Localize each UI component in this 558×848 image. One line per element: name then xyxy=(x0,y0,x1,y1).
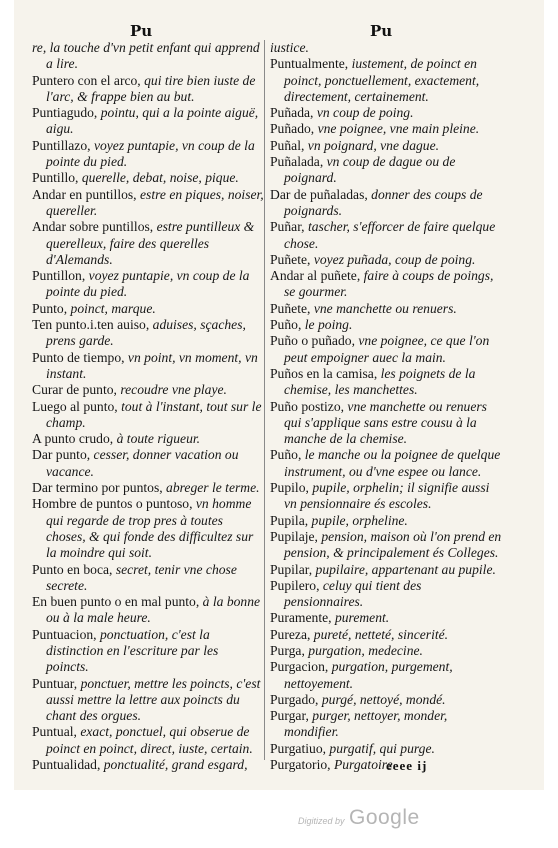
dictionary-entry xyxy=(32,219,264,268)
entry-headword: Purgar, xyxy=(270,708,309,724)
entry-definition: ponctuation, c'est la distinction en l'escriture par les poincts. xyxy=(46,626,219,675)
entry-headword: Puntualmente, xyxy=(270,56,349,72)
entry-definition: secret, tenir vne chose secrete. xyxy=(46,561,237,593)
entry-headword: Purga, xyxy=(270,642,305,658)
entry-headword: Puño, xyxy=(270,447,302,463)
dictionary-entry xyxy=(270,562,502,578)
entry-definition: purement. xyxy=(334,610,390,626)
dictionary-entry xyxy=(270,333,502,366)
entry-headword: Puntillo, xyxy=(32,170,79,186)
dictionary-entry xyxy=(270,317,502,333)
entry-definition: cesser, donner vacation ou vacance. xyxy=(46,447,239,479)
entry-headword: Puntillon, xyxy=(32,268,86,284)
dictionary-entry xyxy=(270,692,502,708)
entry-headword: Puntuacion, xyxy=(32,626,97,642)
entry-headword: Punto, xyxy=(32,300,68,316)
dictionary-entry xyxy=(270,708,502,741)
entry-headword: Puñado, xyxy=(270,121,315,137)
entry-definition: iustice. xyxy=(270,40,309,55)
entry-definition: tout à l'instant, tout sur le champ. xyxy=(46,398,262,430)
entry-headword: Puñal, xyxy=(270,137,305,153)
dictionary-entry xyxy=(32,562,264,595)
entry-headword: Dar termino por puntos, xyxy=(32,480,163,496)
dictionary-entry xyxy=(32,170,264,186)
dictionary-entry xyxy=(32,676,264,725)
dictionary-entry xyxy=(32,350,264,383)
dictionary-entry xyxy=(270,105,502,121)
entry-headword: Puntuar, xyxy=(32,675,78,691)
entry-definition: ponctualité, grand esgard, xyxy=(103,757,248,773)
dictionary-entry xyxy=(270,40,502,56)
entry-headword: Puñalada, xyxy=(270,154,324,170)
dictionary-entry xyxy=(270,741,502,757)
dictionary-entry xyxy=(32,431,264,447)
entry-headword: Purgatiuo, xyxy=(270,740,327,756)
entry-definition: vne poignee, ce que l'on peut empoigner auec la main. xyxy=(284,333,490,365)
dictionary-entry xyxy=(270,610,502,626)
entry-definition: poinct, marque. xyxy=(70,300,156,316)
entry-definition: à la bonne ou à la male heure. xyxy=(46,594,261,626)
dictionary-entry xyxy=(270,252,502,268)
entry-definition: le manche ou la poignee de quelque instrument, ou d'vne espee ou lance. xyxy=(284,447,501,479)
entry-definition: les poignets de la chemise, les manchettes. xyxy=(284,365,476,398)
entry-definition: re, la touche d'vn petit enfant qui apprend a lire. xyxy=(32,40,260,72)
entry-definition: à toute rigueur. xyxy=(116,431,201,447)
entry-definition: vn poignard, vne dague. xyxy=(307,137,440,153)
entry-definition: voyez puntapie, vn coup de la pointe du pied. xyxy=(46,137,255,170)
dictionary-entry xyxy=(32,105,264,138)
entry-headword: Puñada, xyxy=(270,105,314,121)
column-divider xyxy=(264,40,265,760)
entry-definition: abreger le terme. xyxy=(166,480,260,496)
dictionary-entry xyxy=(270,659,502,692)
dictionary-entry xyxy=(270,187,502,220)
entry-headword: Puntual, xyxy=(32,724,77,740)
entry-headword: Dar de puñaladas, xyxy=(270,186,368,202)
entry-definition: purgé, nettoyé, mondé. xyxy=(321,691,446,707)
entry-headword: Purgatorio, xyxy=(270,757,331,773)
entry-definition: voyez puntapie, vn coup de la pointe du pied. xyxy=(46,268,250,300)
entry-definition: voyez puñada, coup de poing. xyxy=(313,251,476,267)
entry-headword: Purgacion, xyxy=(270,659,329,675)
dictionary-entry xyxy=(32,480,264,496)
dictionary-entry xyxy=(32,73,264,106)
entry-definition: vn coup de poing. xyxy=(316,105,414,121)
entry-definition: aduises, sçaches, prens garde. xyxy=(46,317,246,349)
dictionary-entry xyxy=(32,399,264,432)
entry-headword: Andar sobre puntillos, xyxy=(32,219,154,235)
dictionary-entry xyxy=(270,513,502,529)
entry-definition: exact, ponctuel, qui obserue de poinct en poinct, direct, iuste, certain. xyxy=(46,724,253,756)
entry-headword: Puntillazo, xyxy=(32,137,91,153)
entry-headword: Punto de tiempo, xyxy=(32,349,125,365)
dictionary-entry xyxy=(270,219,502,252)
dictionary-entry xyxy=(32,187,264,220)
dictionary-entry xyxy=(270,399,502,448)
entry-definition: vne poignee, vne main pleine. xyxy=(317,121,480,137)
entry-headword: Puños en la camisa, xyxy=(270,365,378,381)
entry-headword: Hombre de puntos o puntoso, xyxy=(32,496,193,512)
dictionary-entry xyxy=(32,301,264,317)
entry-headword: Pupilero, xyxy=(270,577,320,593)
dictionary-entry xyxy=(32,40,264,73)
entry-definition: purgation, purgement, nettoyement. xyxy=(284,659,453,691)
entry-definition: vne manchette ou renuers. xyxy=(313,300,457,316)
entry-headword: Pupila, xyxy=(270,512,309,528)
entry-definition: qui tire bien iuste de l'arc, & frappe bien au but. xyxy=(46,72,256,104)
entry-definition: pupile, orpheline. xyxy=(311,512,408,528)
entry-headword: Luego al punto, xyxy=(32,398,118,414)
entry-definition: purgation, medecine. xyxy=(308,642,423,658)
watermark xyxy=(298,806,420,830)
dictionary-entry xyxy=(32,268,264,301)
dictionary-entry xyxy=(270,121,502,137)
entry-headword: Dar punto, xyxy=(32,447,91,463)
dictionary-entry xyxy=(270,578,502,611)
entry-definition: tascher, s'efforcer de faire quelque chose. xyxy=(284,219,496,251)
entry-definition: querelle, debat, noise, pique. xyxy=(81,170,239,186)
dictionary-entry xyxy=(270,154,502,187)
entry-definition: vn coup de dague ou de poignard. xyxy=(284,154,456,186)
watermark-brand: Google xyxy=(348,806,420,829)
entry-headword: Punto en boca, xyxy=(32,561,113,577)
entry-headword: En buen punto o en mal punto, xyxy=(32,594,200,610)
dictionary-entry xyxy=(270,480,502,513)
left-column xyxy=(32,40,264,773)
entry-definition: ponctuer, mettre les poincts, c'est aussi mettre la lettre aux poincts du chant des orgues. xyxy=(46,675,261,724)
entry-headword: Pupilaje, xyxy=(270,528,318,544)
entry-definition: iustement, de poinct en poinct, ponctuellement, exactement, directement, certainement. xyxy=(284,56,480,104)
entry-definition: estre puntilleux & querelleux, faire des querelles d'Alemands. xyxy=(46,219,255,267)
entry-definition: pupilaire, appartenant au pupile. xyxy=(315,561,496,577)
dictionary-entry xyxy=(270,56,502,105)
entry-headword: Ten punto.i.ten auiso, xyxy=(32,317,150,333)
entry-headword: Puntiagudo, xyxy=(32,105,98,121)
entry-definition: faire à coups de poings, se gourmer. xyxy=(284,268,494,300)
dictionary-entry xyxy=(270,529,502,562)
entry-definition: estre en piques, noiser, quereller. xyxy=(46,186,264,218)
entry-headword: Puntero con el arco, xyxy=(32,72,141,88)
entry-headword: Puñar, xyxy=(270,219,305,235)
dictionary-entry xyxy=(270,447,502,480)
dictionary-entry xyxy=(32,382,264,398)
entry-definition: purger, nettoyer, monder, mondifier. xyxy=(284,708,448,740)
entry-headword: Puño, xyxy=(270,317,302,333)
dictionary-entry xyxy=(270,301,502,317)
entry-definition: pension, maison où l'on prend en pension, & principalement és Colleges. xyxy=(284,528,502,561)
running-head-left: Pu xyxy=(130,22,153,40)
entry-definition: celuy qui tient des pensionnaires. xyxy=(284,577,422,610)
entry-definition: Purgatoire. xyxy=(333,757,397,773)
entry-headword: Pupilar, xyxy=(270,561,313,577)
entry-definition: pointu, qui a la pointe aiguë, aigu. xyxy=(46,105,259,137)
entry-headword: Curar de punto, xyxy=(32,382,117,398)
signature-mark: eeee ij xyxy=(386,758,428,773)
entry-headword: Puntualidad, xyxy=(32,757,101,773)
dictionary-entry xyxy=(32,138,264,171)
entry-definition: vn homme qui regarde de trop pres à toutes choses, & qui fonde des difficultez sur la moindre qui soit. xyxy=(46,496,254,561)
entry-definition: purgatif, qui purge. xyxy=(329,740,435,756)
entry-headword: Andar al puñete, xyxy=(270,268,361,284)
entry-headword: Puramente, xyxy=(270,610,332,626)
dictionary-entry xyxy=(270,643,502,659)
dictionary-entry xyxy=(32,627,264,676)
dictionary-entry xyxy=(270,627,502,643)
watermark-prefix: Digitized by xyxy=(298,816,345,826)
entry-headword: Puñete, xyxy=(270,251,311,267)
entry-definition: pupile, orphelin; il signifie aussi vn pensionnaire és escoles. xyxy=(284,480,490,512)
entry-headword: Puño postizo, xyxy=(270,398,345,414)
entry-headword: A punto crudo, xyxy=(32,431,114,447)
dictionary-entry xyxy=(270,268,502,301)
entry-definition: pureté, netteté, sincerité. xyxy=(313,626,449,642)
dictionary-entry xyxy=(270,138,502,154)
entry-headword: Andar en puntillos, xyxy=(32,186,137,202)
entry-definition: recoudre vne playe. xyxy=(120,382,227,398)
dictionary-entry xyxy=(32,317,264,350)
running-head-right: Pu xyxy=(370,22,393,40)
dictionary-entry xyxy=(270,366,502,399)
entry-definition: le poing. xyxy=(304,317,353,333)
dictionary-entry xyxy=(32,757,264,773)
entry-definition: vn point, vn moment, vn instant. xyxy=(46,349,258,381)
entry-headword: Purgado, xyxy=(270,691,319,707)
entry-definition: donner des coups de poignards. xyxy=(284,186,483,218)
entry-headword: Puñete, xyxy=(270,300,311,316)
dictionary-entry xyxy=(32,724,264,757)
entry-definition: vne manchette ou renuers qui s'applique sans estre cousu à la manche de la chemise. xyxy=(284,398,487,447)
entry-headword: Pureza, xyxy=(270,626,311,642)
entry-headword: Puño o puñado, xyxy=(270,333,355,349)
dictionary-entry xyxy=(32,496,264,561)
entry-headword: Pupilo, xyxy=(270,480,309,496)
dictionary-entry xyxy=(32,447,264,480)
dictionary-entry xyxy=(32,594,264,627)
right-column xyxy=(270,40,502,773)
